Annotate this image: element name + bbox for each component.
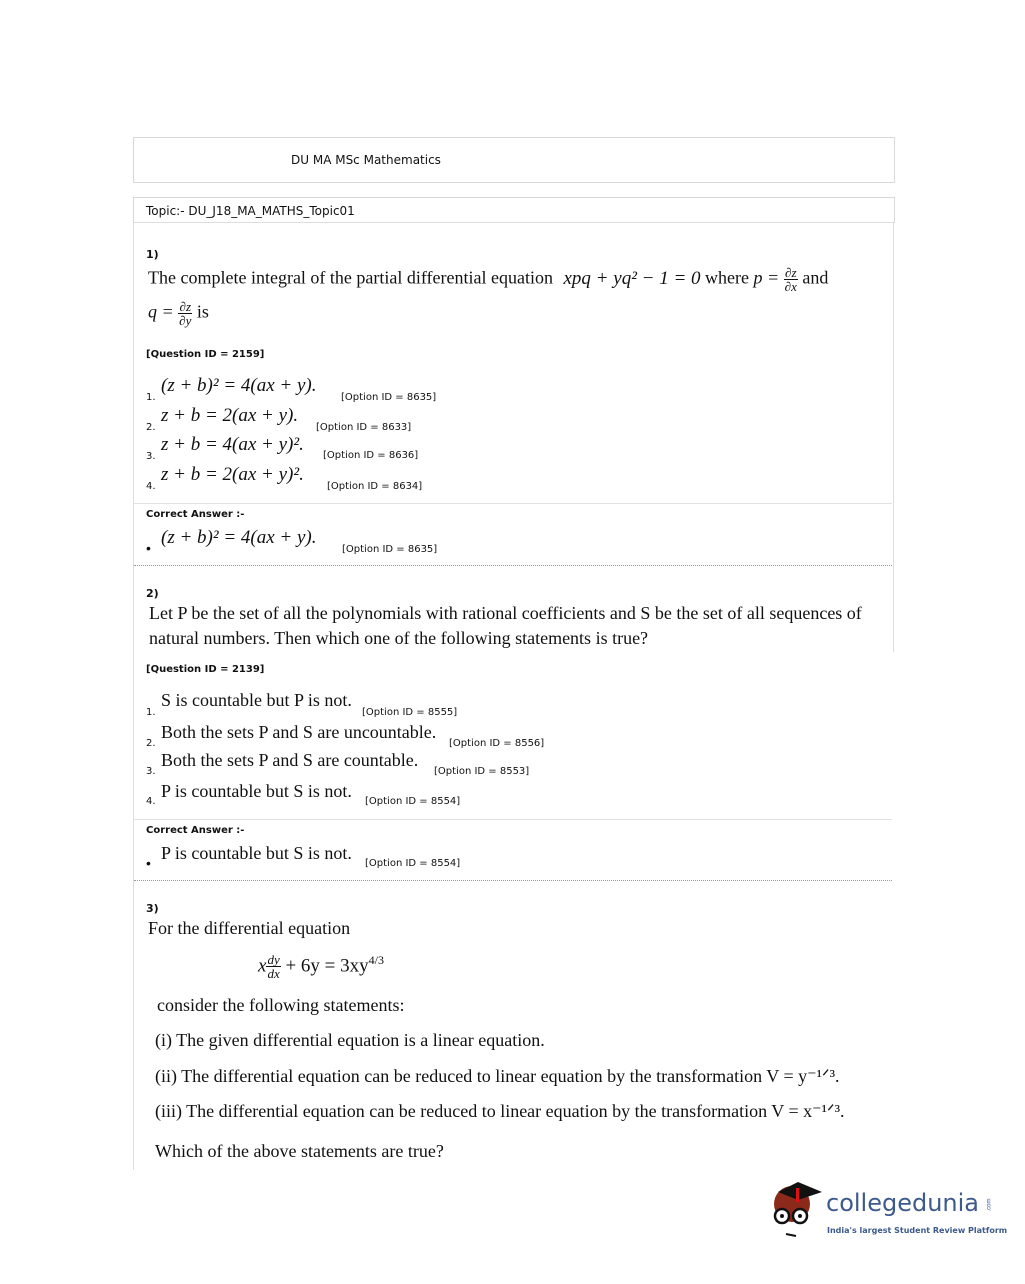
option-1[interactable]: (z + b)² = 4(ax + y).: [161, 375, 317, 396]
option-2[interactable]: Both the sets P and S are uncountable.: [161, 722, 437, 742]
option-id: [Option ID = 8636]: [323, 450, 419, 461]
option-id: [Option ID = 8633]: [316, 422, 412, 433]
topic-label: Topic:- DU_J18_MA_MATHS_Topic01: [146, 204, 355, 218]
text: Which of the above statements are true?: [155, 1141, 444, 1161]
divider: [134, 503, 892, 504]
option-1[interactable]: S is countable but P is not.: [161, 690, 352, 710]
question-number: 1): [146, 248, 159, 261]
differential-equation: [258, 953, 384, 980]
document-title: DU MA MSc Mathematics: [291, 153, 441, 167]
fraction: [266, 953, 280, 980]
option-id: [Option ID = 8635]: [341, 392, 437, 403]
option-number: 1.: [146, 392, 156, 403]
question-id: [Question ID = 2139]: [146, 664, 265, 675]
question-text: For the differential equation: [148, 918, 351, 938]
statement-1: (i) The given differential equation is a linear equation.: [155, 1030, 545, 1050]
statement-3: (iii) The differential equation can be reduced to linear equation by the transformation V = x⁻¹ᐟ³.: [155, 1101, 845, 1121]
den: ∂x: [784, 279, 797, 294]
logo-tagline: India's largest Student Review Platform: [827, 1226, 1008, 1235]
option-number: 2.: [146, 738, 156, 749]
statement-2: (ii) The differential equation can be reduced to linear equation by the transformation V = y⁻¹ᐟ³.: [155, 1066, 840, 1086]
question-number: 3): [146, 902, 159, 915]
text: is: [196, 301, 209, 322]
option-id: [Option ID = 8556]: [449, 738, 545, 749]
den: dx: [267, 966, 280, 982]
exponent: 4/3: [368, 953, 384, 967]
question-text: [148, 266, 828, 293]
correct-answer-label: Correct Answer :-: [146, 509, 245, 520]
header-box: [133, 137, 895, 183]
option-number: 1.: [146, 707, 156, 718]
option-4[interactable]: z + b = 2(ax + y)².: [161, 464, 304, 485]
option-id: [Option ID = 8554]: [365, 858, 461, 869]
left-border: [133, 222, 134, 1170]
bullet: •: [146, 855, 151, 871]
option-number: 3.: [146, 451, 156, 462]
question-text: Let P be the set of all the polynomials with rational coefficients and S be the set of all sequences of: [149, 603, 862, 623]
divider: [134, 819, 892, 820]
num: dy: [267, 952, 280, 968]
question-text-2: natural numbers. Then which one of the following statements is true?: [149, 628, 649, 648]
option-number: 2.: [146, 422, 156, 433]
option-id: [Option ID = 8634]: [327, 481, 423, 492]
text: and: [802, 267, 829, 288]
option-number: 4.: [146, 796, 156, 807]
option-number: 4.: [146, 481, 156, 492]
option-id: [Option ID = 8635]: [342, 544, 438, 555]
question-text-2: [148, 300, 209, 327]
option-3[interactable]: z + b = 4(ax + y)².: [161, 434, 304, 455]
option-4[interactable]: P is countable but S is not.: [161, 781, 352, 801]
correct-answer: (z + b)² = 4(ax + y).: [161, 527, 317, 548]
text: x: [258, 955, 267, 977]
option-2[interactable]: z + b = 2(ax + y).: [161, 405, 299, 426]
fraction: [784, 266, 798, 293]
option-id: [Option ID = 8554]: [365, 796, 461, 807]
right-border: [893, 222, 894, 652]
correct-answer: P is countable but S is not.: [161, 843, 352, 863]
option-3[interactable]: Both the sets P and S are countable.: [161, 750, 419, 770]
num: ∂z: [785, 265, 797, 280]
text: The complete integral of the partial differential equation: [148, 267, 553, 288]
collegedunia-mascot-logo: [768, 1178, 824, 1238]
option-id: [Option ID = 8555]: [362, 707, 458, 718]
correct-answer-label: Correct Answer :-: [146, 825, 245, 836]
text: p =: [753, 267, 780, 288]
divider: [134, 880, 892, 881]
question-number: 2): [146, 587, 159, 600]
text: where: [705, 267, 750, 288]
equation: xpq + yq² − 1 = 0: [563, 267, 701, 289]
bullet: •: [146, 540, 151, 556]
text: consider the following statements:: [157, 995, 405, 1015]
logo-suffix: .com: [986, 1198, 993, 1212]
text: + 6y = 3xy: [285, 955, 369, 977]
den: ∂y: [179, 313, 192, 328]
num: ∂z: [179, 299, 191, 314]
divider: [133, 222, 893, 223]
option-id: [Option ID = 8553]: [434, 766, 530, 777]
logo-text: collegedunia: [826, 1189, 980, 1217]
divider: [134, 565, 892, 566]
fraction: [178, 300, 192, 327]
option-number: 3.: [146, 766, 156, 777]
question-id: [Question ID = 2159]: [146, 349, 265, 360]
text: q =: [148, 301, 174, 322]
